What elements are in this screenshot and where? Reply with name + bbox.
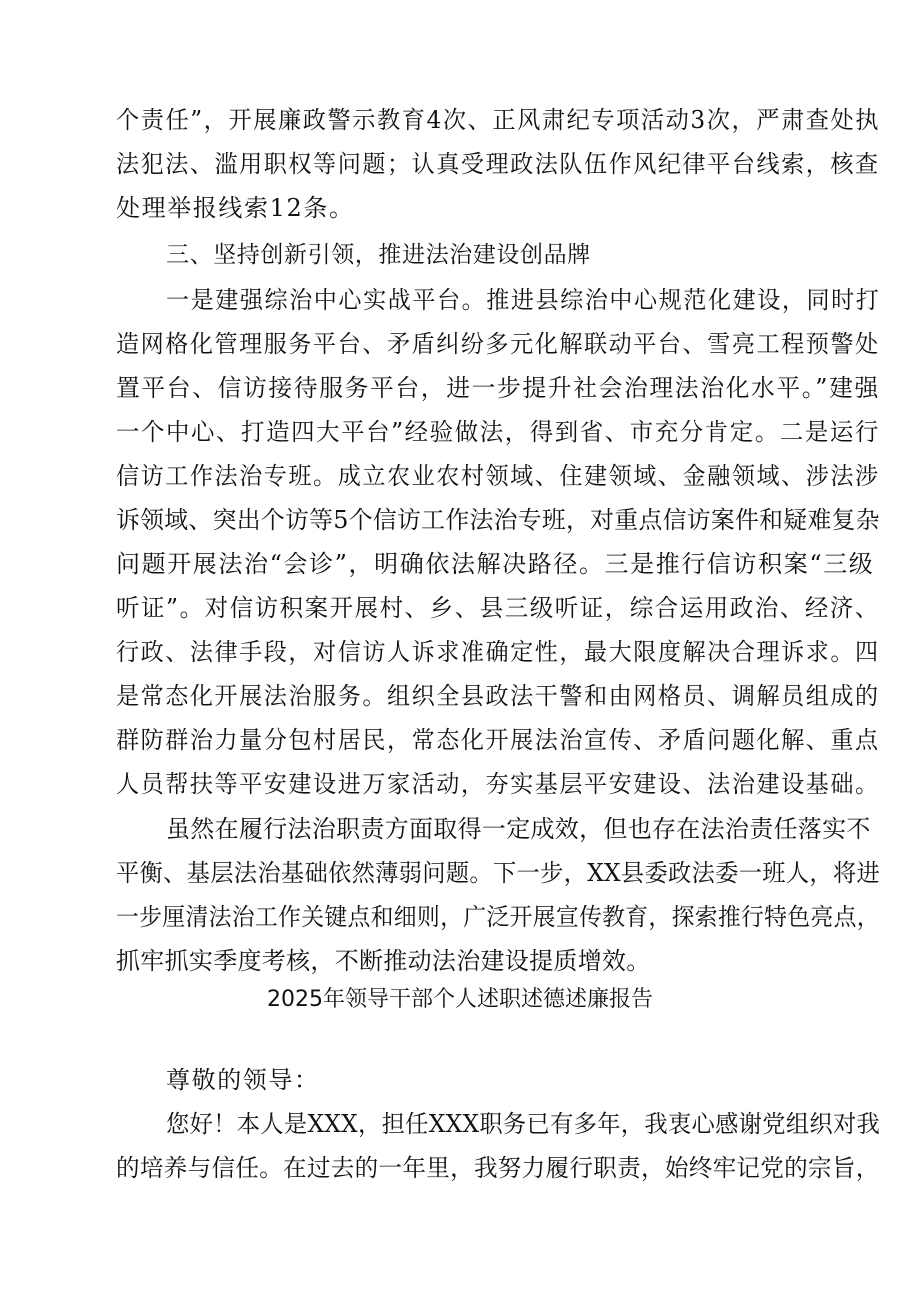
paragraph-line: 一步厘清法治工作关键点和细则，广泛开展宣传教育，探索推行特色亮点，	[116, 903, 880, 931]
document-title: 2025年领导干部个人述职述德述廉报告	[267, 987, 653, 1012]
paragraph-line: 一个中心、打造四大平台”经验做法，得到省、市充分肯定。二是运行	[116, 418, 880, 446]
paragraph-line: 问题开展法治“会诊”，明确依法解决路径。三是推行信访积案“三级	[116, 550, 875, 578]
paragraph-line: 抓牢抓实季度考核，不断推动法治建设提质增效。	[116, 947, 651, 975]
section-heading: 三、坚持创新引领，推进法治建设创品牌	[166, 242, 591, 268]
paragraph-line: 平衡、基层法治基础依然薄弱问题。下一步，XX县委政法委一班人，将进	[116, 859, 881, 887]
paragraph-line: 诉领域、突出个访等5个信访工作法治专班，对重点信访案件和疑难复杂	[116, 506, 880, 534]
paragraph-line: 人员帮扶等平安建设进万家活动，夯实基层平安建设、法治建设基础。	[116, 770, 880, 798]
paragraph-line: 一是建强综治中心实战平台。推进县综治中心规范化建设，同时打	[166, 286, 881, 314]
paragraph-line: 造网格化管理服务平台、矛盾纠纷多元化解联动平台、雪亮工程预警处	[116, 330, 880, 358]
paragraph-line: 的培养与信任。在过去的一年里，我努力履行职责，始终牢记党的宗旨，	[116, 1154, 880, 1182]
paragraph-line: 群防群治力量分包村居民，常态化开展法治宣传、矛盾问题化解、重点	[116, 726, 880, 754]
paragraph-line: 您好！本人是XXX，担任XXX职务已有多年，我衷心感谢党组织对我	[166, 1110, 881, 1138]
paragraph-line: 个责任”，开展廉政警示教育4次、正风肃纪专项活动3次，严肃查处执	[116, 106, 881, 134]
paragraph-line: 置平台、信访接待服务平台，进一步提升社会治理法治化水平。”建强	[116, 374, 880, 402]
paragraph-line: 听证”。对信访积案开展村、乡、县三级听证，综合运用政治、经济、	[116, 594, 880, 622]
paragraph-line: 虽然在履行法治职责方面取得一定成效，但也存在法治责任落实不	[166, 815, 871, 843]
paragraph-line: 行政、法律手段，对信访人诉求准确定性，最大限度解决合理诉求。四	[116, 638, 880, 666]
paragraph-line: 信访工作法治专班。成立农业农村领域、住建领域、金融领域、涉法涉	[116, 462, 880, 490]
salutation: 尊敬的领导：	[166, 1066, 320, 1094]
paragraph-line: 法犯法、滥用职权等问题；认真受理政法队伍作风纪律平台线索，核查	[116, 150, 880, 178]
paragraph-line: 处理举报线索12条。	[116, 194, 355, 222]
paragraph-line: 是常态化开展法治服务。组织全县政法干警和由网格员、调解员组成的	[116, 682, 880, 710]
